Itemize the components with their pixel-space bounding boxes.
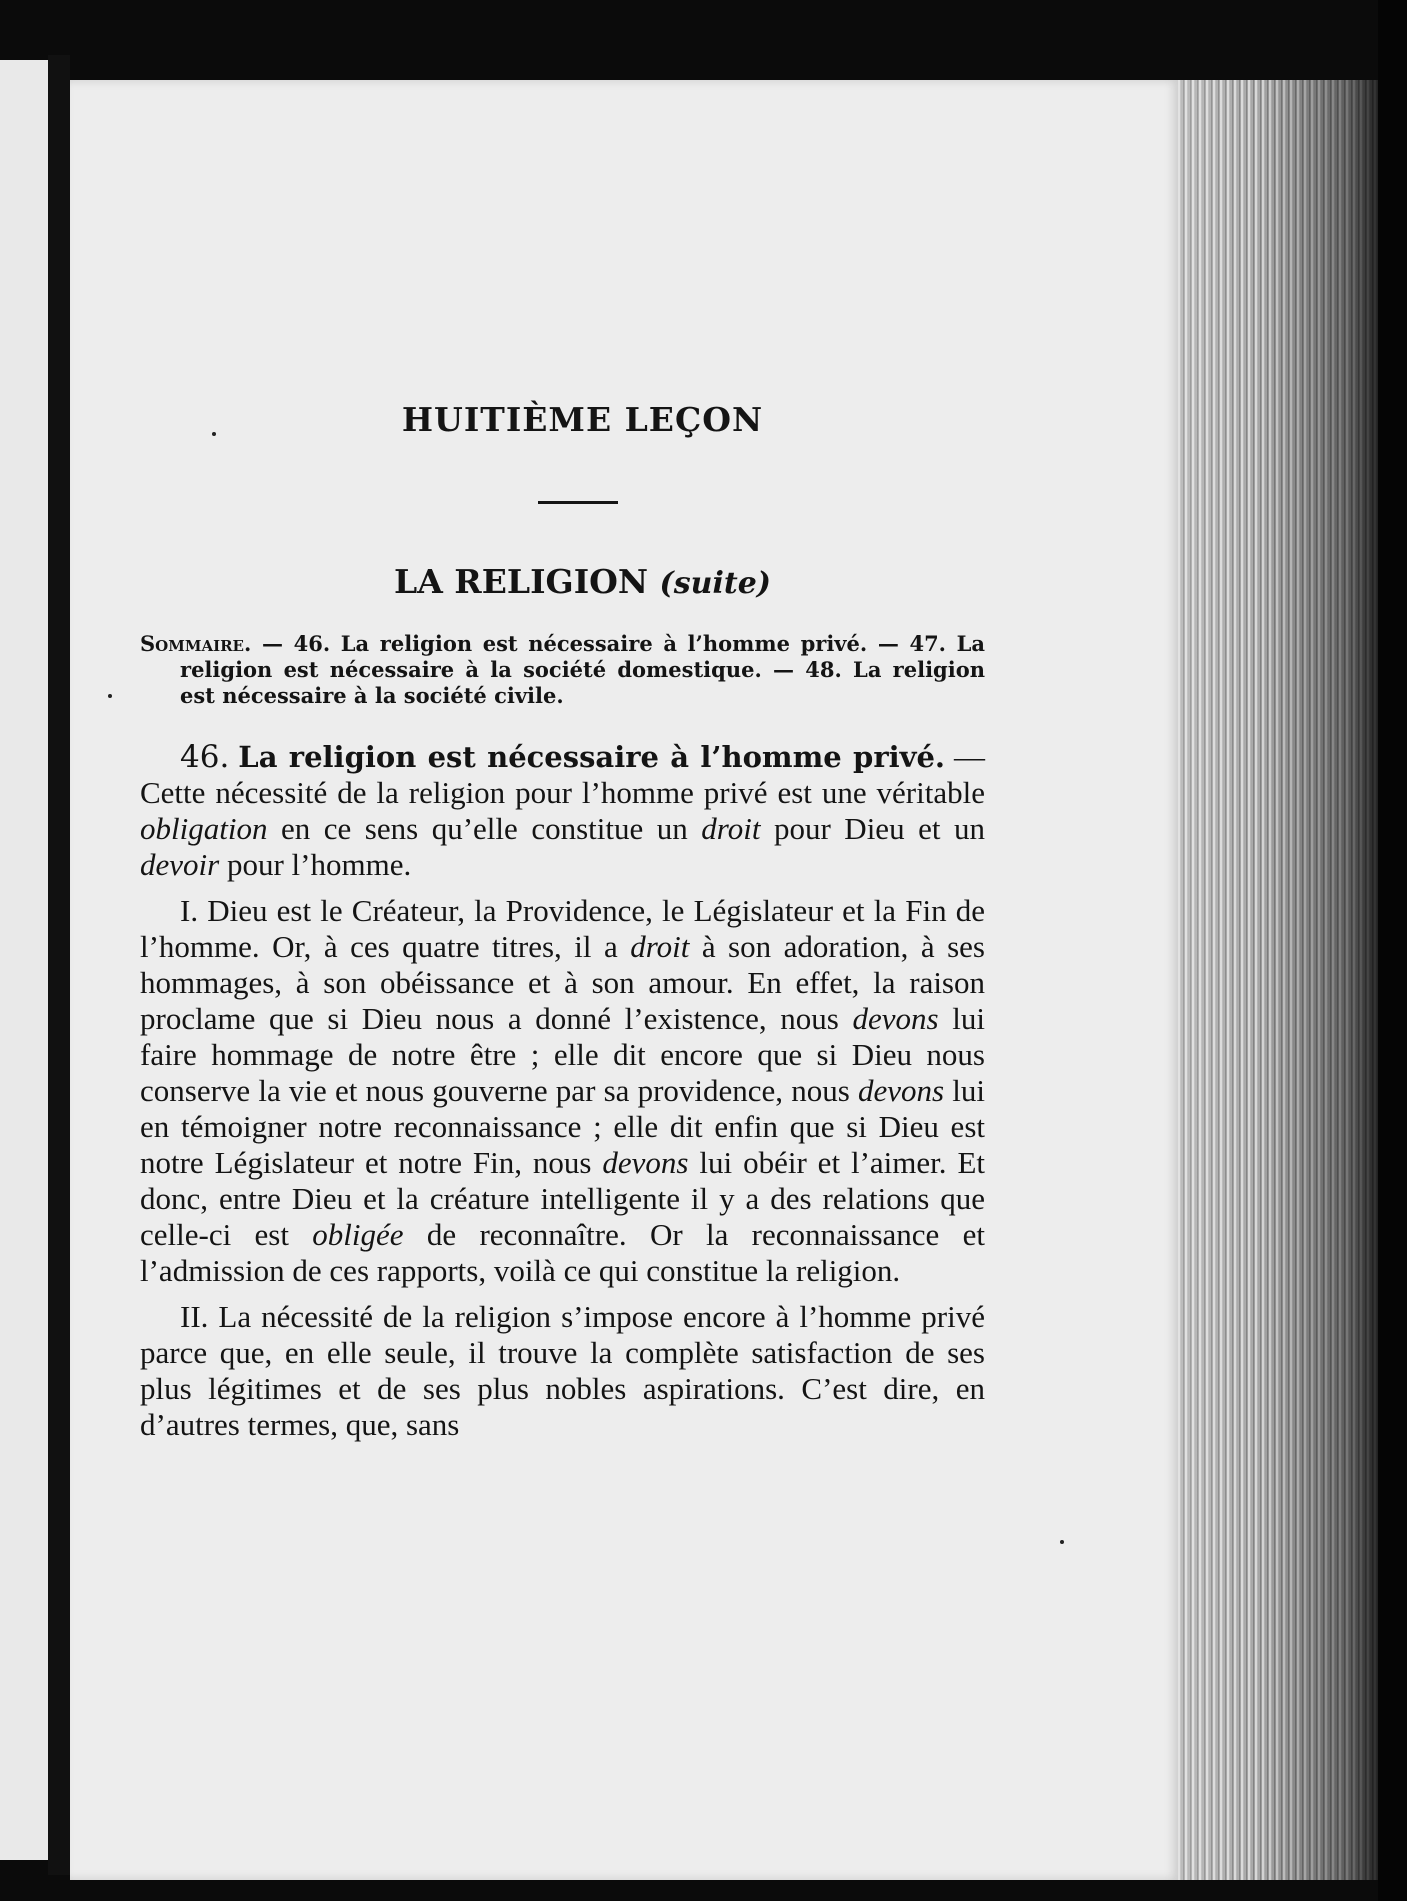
text-run: lui faire hommage de notre être ; elle dit encore que si Dieu nous conserve la vie et nous gouverne par sa providence, nous	[140, 1001, 985, 1108]
paragraph-heading: La religion est nécessaire à l’homme privé.	[238, 740, 946, 774]
text-run: à son adoration, à ses hommages, à son obéissance et à son amour. En effet, la raison proclame que si Dieu nous a donné l’existence, nous	[140, 929, 985, 1036]
italic-term: obligation	[140, 811, 268, 846]
scan-background	[1378, 0, 1407, 1901]
book-gutter	[48, 55, 70, 1875]
paragraph-46	[140, 739, 985, 883]
page-content	[140, 400, 985, 1443]
text-run: — Cette nécessité de la religion pour l’homme privé est une véritable	[140, 739, 986, 810]
body-text	[140, 739, 985, 1443]
italic-term: devons	[852, 1001, 939, 1036]
italic-term: devoir	[140, 847, 220, 882]
title-rule	[538, 501, 618, 504]
summary-label: Sommaire.	[140, 631, 252, 656]
section-subtitle: (suite)	[659, 566, 771, 601]
text-run: de reconnaître. Or la reconnaissance et l’admission de ces rapports, voilà ce qui constitue la religion.	[140, 1217, 985, 1288]
italic-term: devons	[857, 1073, 945, 1108]
print-speck	[108, 694, 112, 698]
paragraph-II: II. La nécessité de la religion s’impose encore à l’homme privé parce que, en elle seule, il trouve la complète satisfaction de ses plus légitimes et de ses plus nobles aspirations. C’est dire, en d’autres termes, que, sans	[140, 1299, 985, 1442]
text-run: lui en témoigner notre reconnaissance ; elle dit enfin que si Dieu est notre Législateur et notre Fin, nous	[140, 1073, 985, 1180]
text-run: I. Dieu est le Créateur, la Providence, le Législateur et la Fin de l’homme. Or, à ces quatre titres, il a	[140, 893, 985, 964]
section-title	[140, 562, 985, 601]
italic-term: droit	[701, 811, 761, 846]
text-run: en ce sens qu’elle constitue un	[267, 811, 702, 846]
italic-term: droit	[630, 929, 690, 964]
paragraph-I	[140, 893, 985, 1289]
italic-term: obligée	[312, 1217, 404, 1252]
summary-block	[140, 631, 985, 709]
section-title-text: LA RELIGION	[394, 562, 649, 601]
chapter-title: HUITIÈME LEÇON	[401, 400, 764, 439]
text-run: pour Dieu et un	[760, 811, 985, 846]
print-speck	[1060, 1540, 1064, 1544]
text-run: pour l’homme.	[219, 847, 412, 882]
page-block-edge	[1178, 80, 1378, 1880]
previous-page-edge	[0, 60, 48, 1860]
summary-text: — 46. La religion est nécessaire à l’homme privé. — 47. La religion est nécessaire à la société domestique. — 48. La religion est nécessaire à la société civile.	[180, 631, 985, 708]
text-run: lui obéir et l’aimer. Et donc, entre Dieu et la créature intelligente il y a des relations que celle-ci est	[140, 1145, 985, 1252]
italic-term: devons	[602, 1145, 689, 1180]
paragraph-number: 46.	[180, 739, 230, 775]
